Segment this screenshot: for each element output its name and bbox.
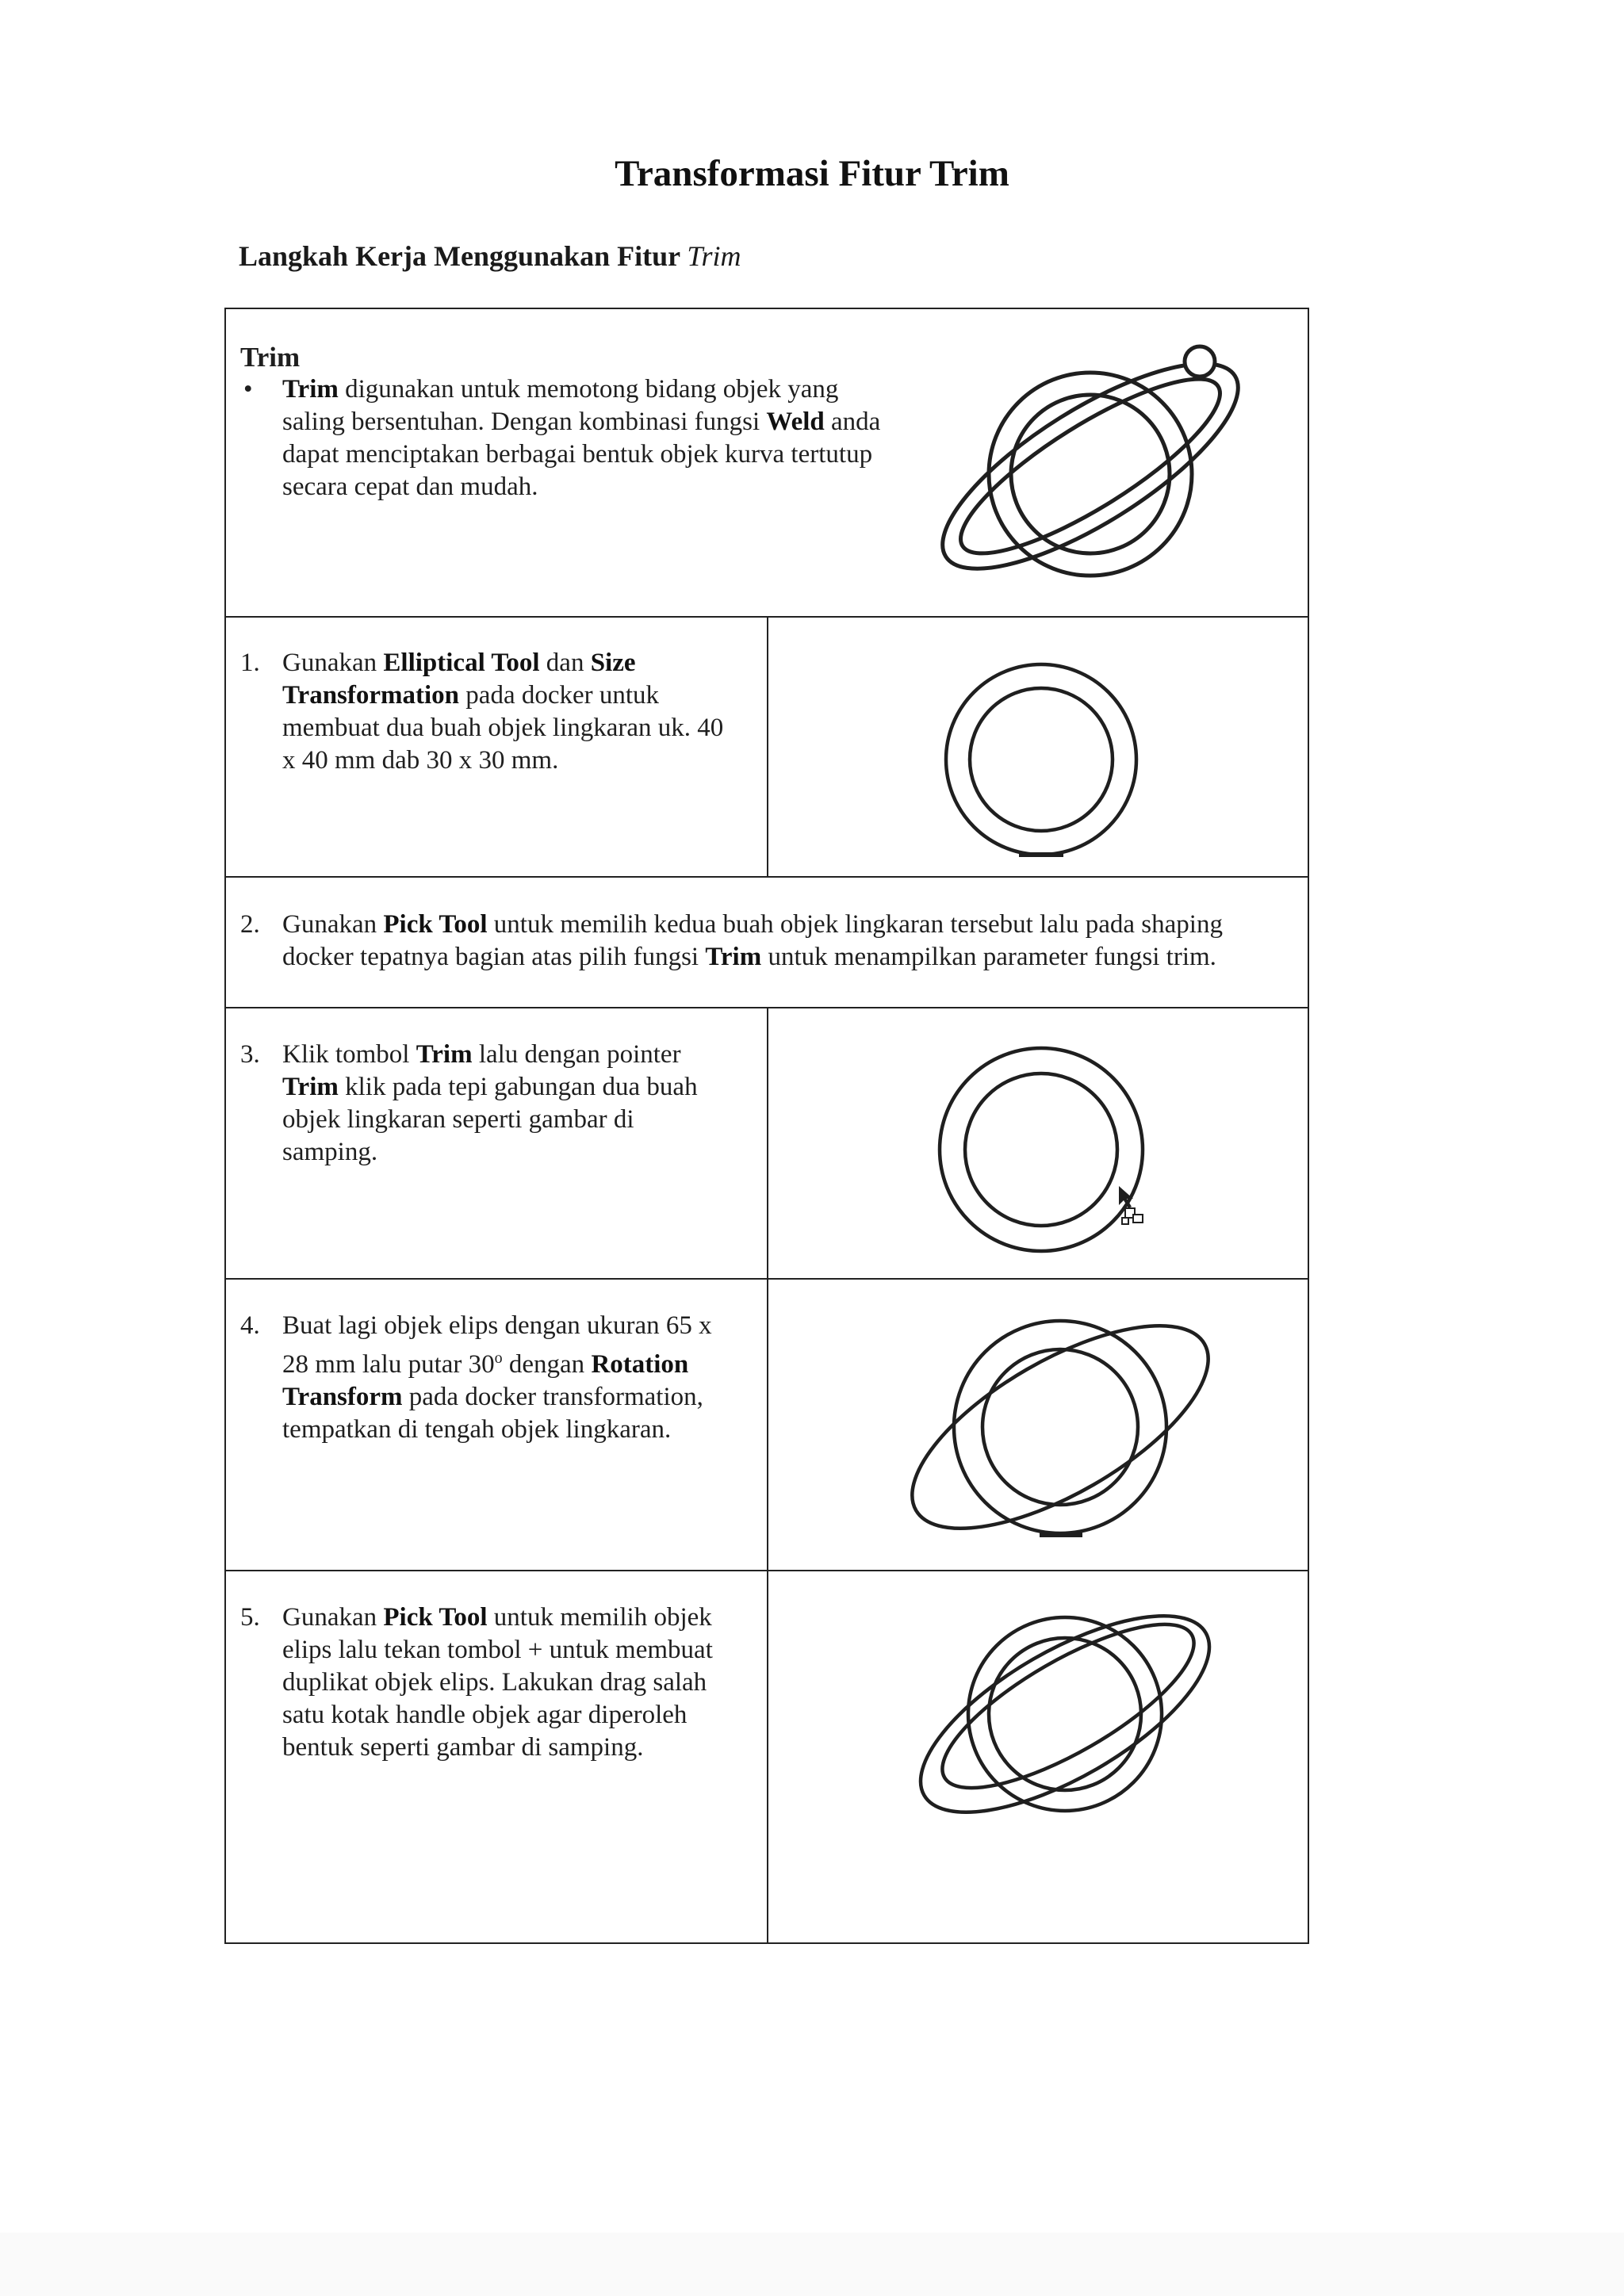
step-2-text-part: Gunakan	[282, 910, 384, 939]
step-5-cell	[240, 1601, 732, 1764]
intro-bold-trim: Trim	[282, 375, 339, 404]
steps-table	[224, 308, 1309, 1944]
step-2-number: 2.	[240, 910, 260, 939]
step-2-text	[282, 909, 1295, 974]
intro-heading: Trim	[240, 342, 301, 373]
concentric-circles-icon	[940, 656, 1304, 863]
step-3-number: 3.	[240, 1040, 260, 1069]
intro-cell	[240, 341, 906, 503]
row-divider	[226, 876, 1308, 878]
section-subtitle	[239, 239, 741, 273]
step-1-text-part: pada docker untuk membuat dua buah objek lingkaran uk. 40 x 40 mm dab 30 x 30 mm.	[282, 681, 724, 775]
step-5-text	[282, 1601, 732, 1764]
step-4-bold-1: Rotation Transform	[282, 1350, 689, 1411]
step-4-number: 4.	[240, 1311, 260, 1340]
step-2-text-part: untuk memilih kedua buah objek lingkaran tersebut lalu pada shaping docker tepatnya bagian atas pilih fungsi	[282, 910, 1223, 971]
step-4-cell	[240, 1310, 732, 1446]
column-divider	[767, 1007, 768, 1944]
step-3-text	[282, 1039, 732, 1169]
step-4-text	[282, 1310, 732, 1446]
planet-ring-icon	[932, 323, 1281, 609]
step-2-bold-1: Pick Tool	[383, 910, 488, 939]
step-3-bold-2: Trim	[282, 1073, 339, 1101]
column-divider	[767, 616, 768, 876]
step-1-text-part: dan	[539, 649, 591, 677]
ring-with-double-ellipse-icon	[898, 1587, 1295, 1857]
step-1-bold-1: Elliptical Tool	[383, 649, 540, 677]
step-4-text-part: Buat lagi objek elips dengan ukuran 65 x 28 mm lalu putar 30	[282, 1311, 712, 1379]
subtitle-italic: Trim	[687, 240, 741, 272]
page-margin-bottom	[0, 2233, 1624, 2296]
step-5-text-part: untuk memilih objek elips lalu tekan tombol + untuk membuat duplikat objek elips. Lakukan drag salah satu kotak handle objek agar diperoleh bentuk seperti gambar di samping.	[282, 1603, 713, 1762]
step-4-text-part: pada docker transformation, tempatkan di tengah objek lingkaran.	[282, 1383, 703, 1444]
step-3-text-part: lalu dengan pointer	[472, 1040, 681, 1069]
trimmed-ring-icon	[940, 1039, 1304, 1261]
trim-pointer-icon	[1119, 1186, 1143, 1224]
intro-bullet-item	[240, 373, 906, 503]
step-2-bold-2: Trim	[705, 943, 762, 971]
step-1-text-part: Gunakan	[282, 649, 384, 677]
step-1-bold-2: Size Transformation	[282, 649, 636, 710]
step-3-bold-1: Trim	[416, 1040, 473, 1069]
intro-paragraph	[282, 373, 906, 503]
subtitle-text: Langkah Kerja Menggunakan Fitur	[239, 240, 680, 272]
page-title: Transformasi Fitur Trim	[615, 153, 1009, 194]
step-2-cell	[240, 909, 1295, 974]
intro-bold-weld: Weld	[766, 408, 825, 436]
step-1-number: 1.	[240, 649, 260, 677]
step-5-text-part: Gunakan	[282, 1603, 384, 1632]
step-4-text-part: dengan	[502, 1350, 592, 1379]
step-1-text	[282, 647, 732, 777]
step-5-bold-1: Pick Tool	[383, 1603, 488, 1632]
step-3-text-part: Klik tombol	[282, 1040, 416, 1069]
step-3-text-part: klik pada tepi gabungan dua buah objek lingkaran seperti gambar di samping.	[282, 1073, 698, 1166]
step-5-number: 5.	[240, 1603, 260, 1632]
degree-superscript: o	[494, 1349, 503, 1367]
step-1-cell	[240, 647, 732, 777]
ring-with-ellipse-icon	[898, 1292, 1295, 1562]
step-3-cell	[240, 1039, 732, 1169]
intro-text-2: anda dapat menciptakan berbagai bentuk objek kurva tertutup secara cepat dan mudah.	[282, 408, 881, 501]
step-2-text-part: untuk menampilkan parameter fungsi trim.	[761, 943, 1216, 971]
bullet-mark: •	[243, 375, 253, 404]
intro-text-1: digunakan untuk memotong bidang objek yang saling bersentuhan. Dengan kombinasi fungsi	[282, 375, 839, 436]
